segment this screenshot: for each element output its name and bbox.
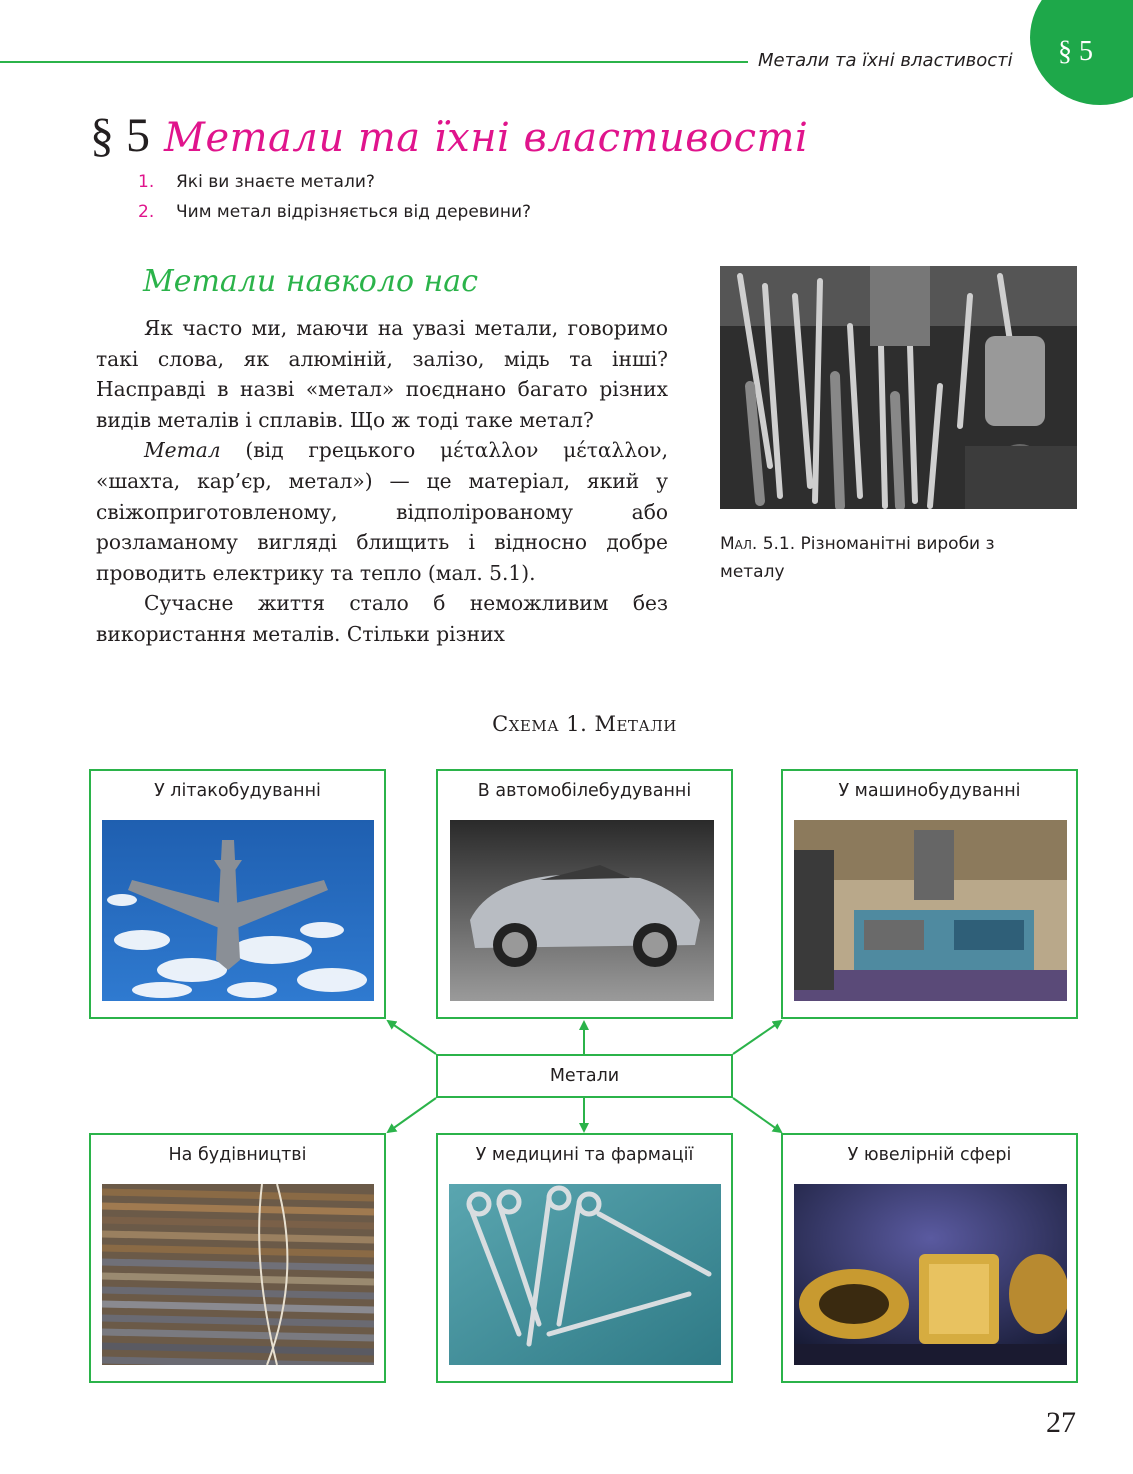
question-text: Які ви знаєте метали?	[176, 172, 375, 192]
page-title	[90, 108, 808, 163]
header-rule	[0, 61, 748, 63]
car-photo	[450, 820, 714, 1001]
definition-text: (від грецького μέταλλον μέταλλον, «шахта, кар’єр, метал») — це матеріал, який у свіжоприготовленому, відполірованому або розламаному вигляді блищить і відносно добре проводить електрику та тепло (мал. 5.1).	[96, 438, 668, 585]
box-label: У машинобудуванні	[838, 781, 1021, 801]
caption-label: Мал.	[720, 534, 758, 554]
section-number: § 5	[90, 109, 150, 162]
center-label: Метали	[549, 1066, 620, 1086]
running-header-title: Метали та їхні властивості	[758, 50, 1013, 71]
question-item	[138, 172, 531, 202]
box-label: В автомобілебудуванні	[477, 781, 692, 801]
question-number: 2.	[138, 202, 155, 222]
question-text: Чим метал відрізняється від деревини?	[176, 202, 532, 222]
figure-caption	[720, 530, 1040, 586]
box-label: У медицині та фармації	[475, 1145, 694, 1165]
scheme-title: Схема 1. Метали	[492, 712, 677, 736]
airplane-photo	[102, 820, 374, 1001]
jewelry-photo	[794, 1184, 1067, 1365]
paragraph: Сучасне життя стало б неможливим без використання металів. Стільки різних	[96, 591, 668, 646]
question-item	[138, 202, 531, 232]
paragraph	[96, 435, 668, 588]
scheme-box-machinery	[781, 769, 1078, 1019]
subheading: Метали навколо нас	[143, 264, 478, 299]
arrow-to-construction	[388, 1098, 436, 1132]
box-label: У літакобудуванні	[154, 781, 321, 801]
section-tab-label: § 5	[1058, 36, 1093, 67]
scheme-box-aviation	[89, 769, 386, 1019]
warmup-questions	[138, 172, 531, 232]
rebar-photo	[102, 1184, 374, 1365]
question-number: 1.	[138, 172, 155, 192]
arrow-to-machinery	[733, 1021, 781, 1054]
box-label: На будівництві	[168, 1145, 307, 1165]
scheme-box-construction	[89, 1133, 386, 1383]
box-label: У ювелірній сфері	[847, 1145, 1012, 1165]
caption-text: 5.1. Різноманітні вироби з металу	[720, 534, 995, 582]
scheme-center-box	[436, 1054, 733, 1098]
scheme-box-automotive	[436, 769, 733, 1019]
term-metal: Метал	[144, 438, 221, 463]
body-text	[96, 313, 668, 650]
scheme-box-medicine	[436, 1133, 733, 1383]
surgical-tools-photo	[449, 1184, 721, 1365]
scheme-box-jewelry	[781, 1133, 1078, 1383]
arrow-to-aviation	[388, 1021, 436, 1054]
tools-photo	[720, 266, 1077, 509]
paragraph: Як часто ми, маючи на увазі метали, говоримо такі слова, як алюміній, залізо, мідь та інші? Насправді в назві «метал» поєднано багато різних видів металів і сплавів. Що ж тоді таке метал?	[96, 316, 668, 432]
section-title: Метали та їхні властивості	[164, 115, 809, 161]
page-number: 27	[1046, 1406, 1076, 1439]
arrow-to-jewelry	[733, 1098, 781, 1132]
machine-photo	[794, 820, 1067, 1001]
